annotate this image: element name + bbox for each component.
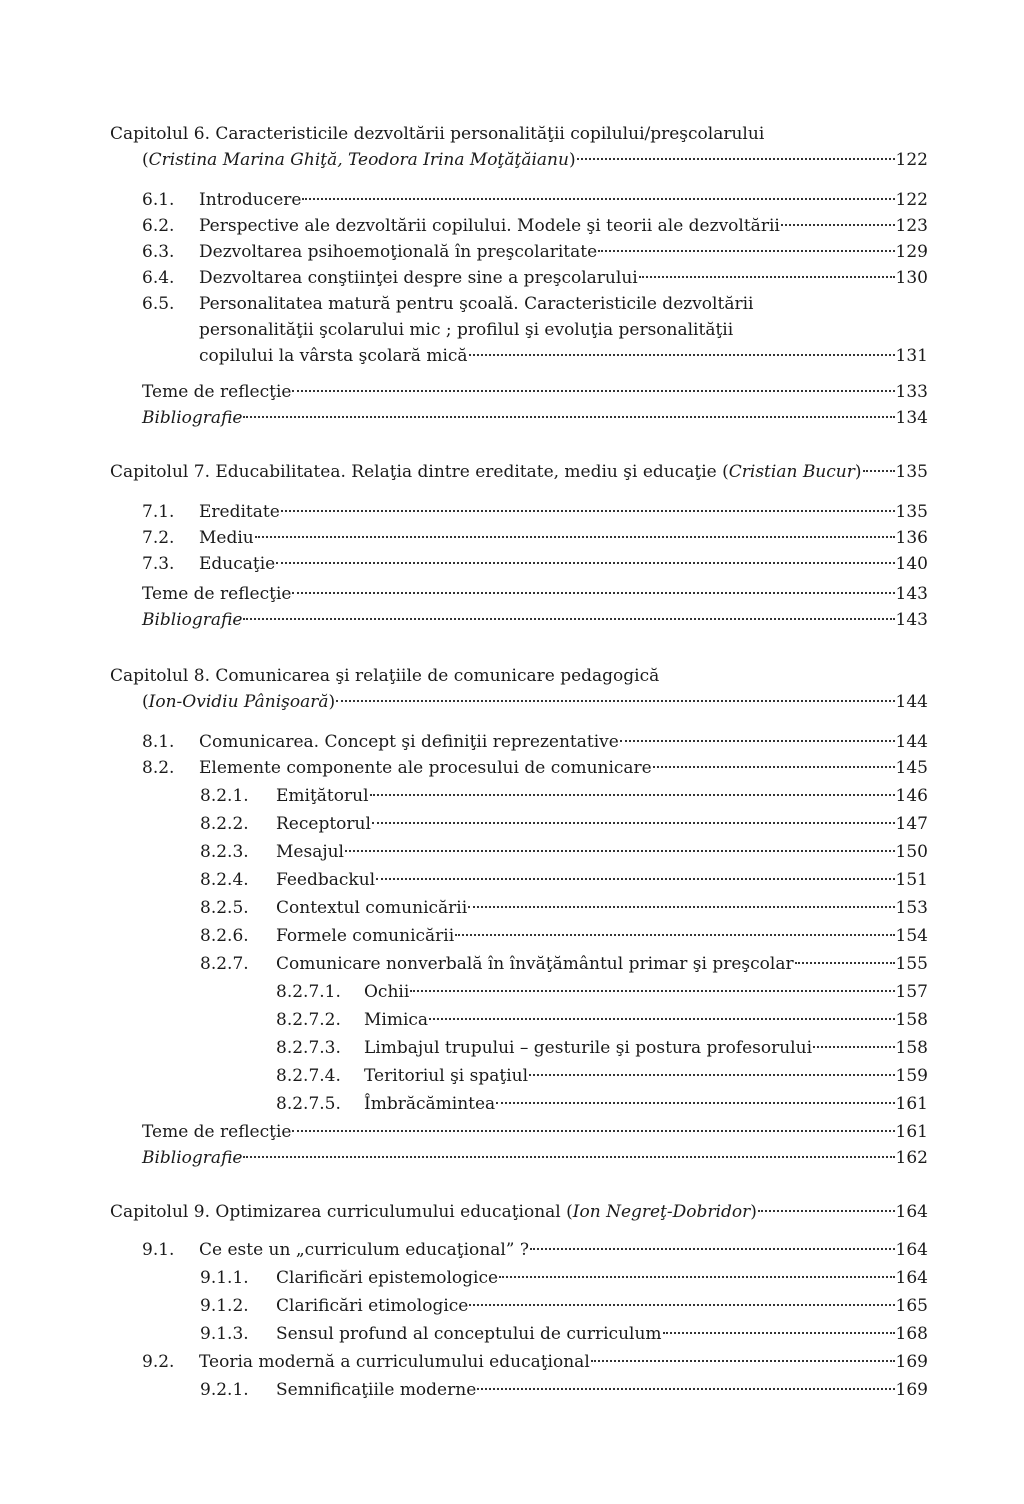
toc-page-number: 131 — [895, 346, 928, 366]
dot-leader — [243, 1156, 894, 1158]
toc-section-entry — [276, 1064, 928, 1088]
toc-section-entry — [142, 730, 928, 754]
toc-entry-title: copilului la vârsta şcolară mică — [199, 346, 468, 366]
toc-section-entry — [200, 1294, 928, 1318]
toc-entry-title: Personalitatea matură pentru şcoală. Caracteristicile dezvoltării — [199, 294, 754, 314]
dot-leader — [376, 878, 894, 880]
toc-entry-title: Semnificaţiile moderne — [276, 1380, 477, 1400]
dot-leader — [653, 766, 895, 768]
toc-section-entry — [200, 1322, 928, 1346]
dot-leader — [410, 990, 894, 992]
toc-page-number: 130 — [895, 268, 928, 288]
toc-entry-title — [142, 148, 576, 172]
toc-section-entry — [142, 756, 928, 780]
toc-chapter-authors — [142, 148, 928, 172]
toc-section-entry — [200, 924, 928, 948]
toc-section-number: 6.4. — [142, 268, 175, 288]
toc-page-number: 133 — [895, 382, 928, 402]
dot-leader — [813, 1046, 895, 1048]
dot-leader — [781, 224, 895, 226]
author-names: Ion Negreţ-Dobridor — [572, 1202, 751, 1222]
dot-leader — [529, 1074, 895, 1076]
toc-section-entry — [142, 552, 928, 576]
toc-page-number: 140 — [895, 554, 928, 574]
toc-entry-title: Comunicarea. Concept şi definiţii reprezentative — [199, 732, 619, 752]
toc-entry-title: Teritoriul şi spaţiul — [364, 1066, 529, 1086]
toc-entry-title: Clarificări epistemologice — [276, 1268, 499, 1288]
title-prefix: Capitolul 7. Educabilitatea. Relaţia dintre ereditate, mediu şi educaţie ( — [110, 462, 729, 482]
toc-page-number: 169 — [895, 1380, 928, 1400]
toc-section-number: 8.2.1. — [200, 786, 249, 806]
toc-section-entry — [142, 526, 928, 550]
toc-entry-title: Feedbackul — [276, 870, 376, 890]
dot-leader — [758, 1210, 895, 1212]
toc-page-number: 164 — [895, 1268, 928, 1288]
toc-entry-title: Perspective ale dezvoltării copilului. Modele şi teorii ale dezvoltării — [199, 216, 780, 236]
toc-bibliography — [142, 1146, 928, 1170]
toc-entry-title: Sensul profund al conceptului de curriculum — [276, 1324, 662, 1344]
toc-entry-title: Mediu — [199, 528, 254, 548]
toc-section-number: 7.1. — [142, 502, 175, 522]
author-names: Cristina Marina Ghiţă, Teodora Irina Moţăţăianu — [148, 150, 569, 170]
toc-section-number: 9.2.1. — [200, 1380, 249, 1400]
toc-page-number: 136 — [895, 528, 928, 548]
toc-entry-title: Contextul comunicării — [276, 898, 468, 918]
dot-leader — [336, 700, 894, 702]
toc-section-entry — [142, 500, 928, 524]
dot-leader — [530, 1248, 895, 1250]
dot-leader — [598, 250, 894, 252]
toc-entry-title: Educaţie — [199, 554, 276, 574]
toc-section-entry — [276, 1036, 928, 1060]
toc-entry-title: Emiţătorul — [276, 786, 369, 806]
toc-section-number: 8.2.7.5. — [276, 1094, 341, 1114]
toc-bibliography — [142, 608, 928, 632]
dot-leader — [469, 354, 895, 356]
toc-page-number: 161 — [895, 1122, 928, 1142]
toc-section-entry — [200, 840, 928, 864]
toc-page-number: 122 — [895, 190, 928, 210]
toc-entry-title: Receptorul — [276, 814, 371, 834]
toc-entry-title: Limbajul trupului – gesturile şi postura profesorului — [364, 1038, 813, 1058]
dot-leader — [276, 562, 894, 564]
toc-entry-title: Ereditate — [199, 502, 280, 522]
toc-entry-title: Teme de reflecţie — [142, 1122, 292, 1142]
toc-bibliography — [142, 406, 928, 430]
toc-entry-title: Formele comunicării — [276, 926, 455, 946]
toc-page-number: 144 — [895, 732, 928, 752]
dot-leader — [477, 1388, 894, 1390]
dot-leader — [292, 592, 894, 594]
toc-page-number: 150 — [895, 842, 928, 862]
toc-section-number: 6.2. — [142, 216, 175, 236]
toc-entry-title: Bibliografie — [142, 408, 243, 428]
author-names: Cristian Bucur — [728, 462, 855, 482]
toc-section-number: 9.2. — [142, 1352, 175, 1372]
title-suffix: ) — [854, 462, 862, 482]
toc-entry-continuation — [199, 318, 928, 342]
dot-leader — [469, 1304, 894, 1306]
toc-page-number: 153 — [895, 898, 928, 918]
dot-leader — [243, 416, 894, 418]
dot-leader — [302, 198, 894, 200]
toc-section-number: 8.2. — [142, 758, 175, 778]
toc-section-number: 6.3. — [142, 242, 175, 262]
toc-section-number: 8.2.7.3. — [276, 1038, 341, 1058]
toc-entry-title: Teme de reflecţie — [142, 382, 292, 402]
toc-section-entry — [142, 1350, 928, 1374]
dot-leader — [795, 962, 895, 964]
toc-entry-title: Bibliografie — [142, 610, 243, 630]
toc-page-number: 164 — [895, 1202, 928, 1222]
toc-section-entry — [142, 292, 928, 316]
toc-page-number: 158 — [895, 1010, 928, 1030]
toc-entry-title: Teme de reflecţie — [142, 584, 292, 604]
toc-section-entry — [142, 240, 928, 264]
title-suffix: ) — [328, 692, 336, 712]
toc-entry-title — [142, 690, 335, 714]
toc-page-number: 147 — [895, 814, 928, 834]
title-prefix: ( — [142, 692, 149, 712]
dot-leader — [370, 794, 895, 796]
toc-section-number: 8.1. — [142, 732, 175, 752]
toc-entry-title: Capitolul 8. Comunicarea şi relaţiile de comunicare pedagogică — [110, 666, 660, 686]
toc-page-number: 123 — [895, 216, 928, 236]
toc-section-number: 8.2.7. — [200, 954, 249, 974]
toc-section-entry — [200, 868, 928, 892]
toc-page-number: 143 — [895, 610, 928, 630]
toc-entry-title: Elemente componente ale procesului de comunicare — [199, 758, 652, 778]
toc-entry-title: Mesajul — [276, 842, 344, 862]
toc-page-number: 161 — [895, 1094, 928, 1114]
toc-section-entry — [200, 896, 928, 920]
toc-page-number: 159 — [895, 1066, 928, 1086]
toc-section-number: 9.1.3. — [200, 1324, 249, 1344]
toc-section-number: 6.5. — [142, 294, 175, 314]
toc-section-number: 8.2.2. — [200, 814, 249, 834]
toc-section-number: 8.2.7.2. — [276, 1010, 341, 1030]
dot-leader — [577, 158, 895, 160]
toc-page-number: 168 — [895, 1324, 928, 1344]
toc-section-entry — [276, 1008, 928, 1032]
toc-chapter-heading — [110, 664, 928, 688]
dot-leader — [591, 1360, 895, 1362]
title-suffix: ) — [750, 1202, 757, 1222]
toc-page-number: 145 — [895, 758, 928, 778]
toc-page-number: 157 — [895, 982, 928, 1002]
toc-section-number: 8.2.3. — [200, 842, 249, 862]
toc-section-entry — [276, 1092, 928, 1116]
dot-leader — [255, 536, 895, 538]
toc-page-number: 158 — [895, 1038, 928, 1058]
toc-section-entry — [142, 1238, 928, 1262]
title-prefix: Capitolul 9. Optimizarea curriculumului educaţional ( — [110, 1202, 573, 1222]
toc-page-number: 134 — [895, 408, 928, 428]
toc-entry-title: personalităţii şcolarului mic ; profilul şi evoluţia personalităţii — [199, 320, 734, 340]
dot-leader — [863, 470, 895, 472]
dot-leader — [292, 390, 894, 392]
toc-section-entry — [276, 980, 928, 1004]
toc-entry-title: Ce este un „curriculum educaţional” ? — [199, 1240, 529, 1260]
toc-chapter-heading — [110, 1200, 928, 1224]
toc-section-number: 9.1. — [142, 1240, 175, 1260]
title-prefix: ( — [142, 150, 149, 170]
dot-leader — [663, 1332, 895, 1334]
toc-page-number: 169 — [895, 1352, 928, 1372]
author-names: Ion-Ovidiu Pânişoară — [148, 692, 329, 712]
toc-entry-title: Mimica — [364, 1010, 429, 1030]
toc-section-entry — [200, 784, 928, 808]
dot-leader — [292, 1130, 894, 1132]
toc-page-number: 135 — [895, 502, 928, 522]
toc-section-number: 8.2.7.1. — [276, 982, 341, 1002]
toc-section-number: 8.2.6. — [200, 926, 249, 946]
toc-entry-title: Dezvoltarea psihoemoţională în preşcolaritate — [199, 242, 598, 262]
toc-page-number: 122 — [895, 150, 928, 170]
toc-page-number: 144 — [895, 692, 928, 712]
toc-section-entry — [200, 1378, 928, 1402]
toc-section-entry — [200, 812, 928, 836]
toc-reflection-themes — [142, 1120, 928, 1144]
toc-chapter-heading — [110, 122, 928, 146]
toc-section-number: 7.3. — [142, 554, 175, 574]
dot-leader — [620, 740, 895, 742]
dot-leader — [281, 510, 895, 512]
dot-leader — [429, 1018, 894, 1020]
toc-section-number: 6.1. — [142, 190, 175, 210]
toc-section-number: 8.2.7.4. — [276, 1066, 341, 1086]
dot-leader — [639, 276, 895, 278]
toc-page-number: 155 — [895, 954, 928, 974]
toc-entry-title: Teoria modernă a curriculumului educaţional — [199, 1352, 590, 1372]
toc-section-number: 9.1.2. — [200, 1296, 249, 1316]
toc-entry-title: Comunicare nonverbală în învăţământul primar şi preşcolar — [276, 954, 794, 974]
toc-entry-title: Introducere — [199, 190, 302, 210]
toc-section-entry — [142, 188, 928, 212]
toc-page-number: 129 — [895, 242, 928, 262]
toc-section-entry — [142, 266, 928, 290]
toc-entry-title: Capitolul 6. Caracteristicile dezvoltării personalităţii copilului/preşcolarului — [110, 124, 765, 144]
toc-chapter-authors — [142, 690, 928, 714]
toc-reflection-themes — [142, 380, 928, 404]
toc-section-number: 8.2.4. — [200, 870, 249, 890]
dot-leader — [243, 618, 894, 620]
toc-page-number: 146 — [895, 786, 928, 806]
title-suffix: ) — [568, 150, 576, 170]
toc-page-number: 154 — [895, 926, 928, 946]
dot-leader — [345, 850, 895, 852]
toc-entry-title: Bibliografie — [142, 1148, 243, 1168]
dot-leader — [496, 1102, 894, 1104]
dot-leader — [372, 822, 895, 824]
toc-entry-title: Clarificări etimologice — [276, 1296, 469, 1316]
toc-page-number: 165 — [895, 1296, 928, 1316]
dot-leader — [499, 1276, 895, 1278]
toc-page-number: 151 — [895, 870, 928, 890]
toc-page-number: 164 — [895, 1240, 928, 1260]
toc-page-number: 143 — [895, 584, 928, 604]
dot-leader — [468, 906, 894, 908]
toc-entry-title — [110, 1200, 757, 1224]
toc-chapter-heading — [110, 460, 928, 484]
toc-entry-title: Îmbrăcămintea — [364, 1094, 496, 1114]
toc-page-number: 135 — [895, 462, 928, 482]
toc-section-entry — [200, 952, 928, 976]
toc-entry-title: Ochii — [364, 982, 410, 1002]
toc-section-entry — [142, 214, 928, 238]
toc-entry-continuation — [199, 344, 928, 368]
dot-leader — [455, 934, 894, 936]
toc-section-number: 9.1.1. — [200, 1268, 249, 1288]
toc-page-number: 162 — [895, 1148, 928, 1168]
toc-entry-title — [110, 460, 862, 484]
toc-section-number: 8.2.5. — [200, 898, 249, 918]
toc-section-entry — [200, 1266, 928, 1290]
toc-entry-title: Dezvoltarea conştiinţei despre sine a preşcolarului — [199, 268, 638, 288]
toc-reflection-themes — [142, 582, 928, 606]
toc-section-number: 7.2. — [142, 528, 175, 548]
